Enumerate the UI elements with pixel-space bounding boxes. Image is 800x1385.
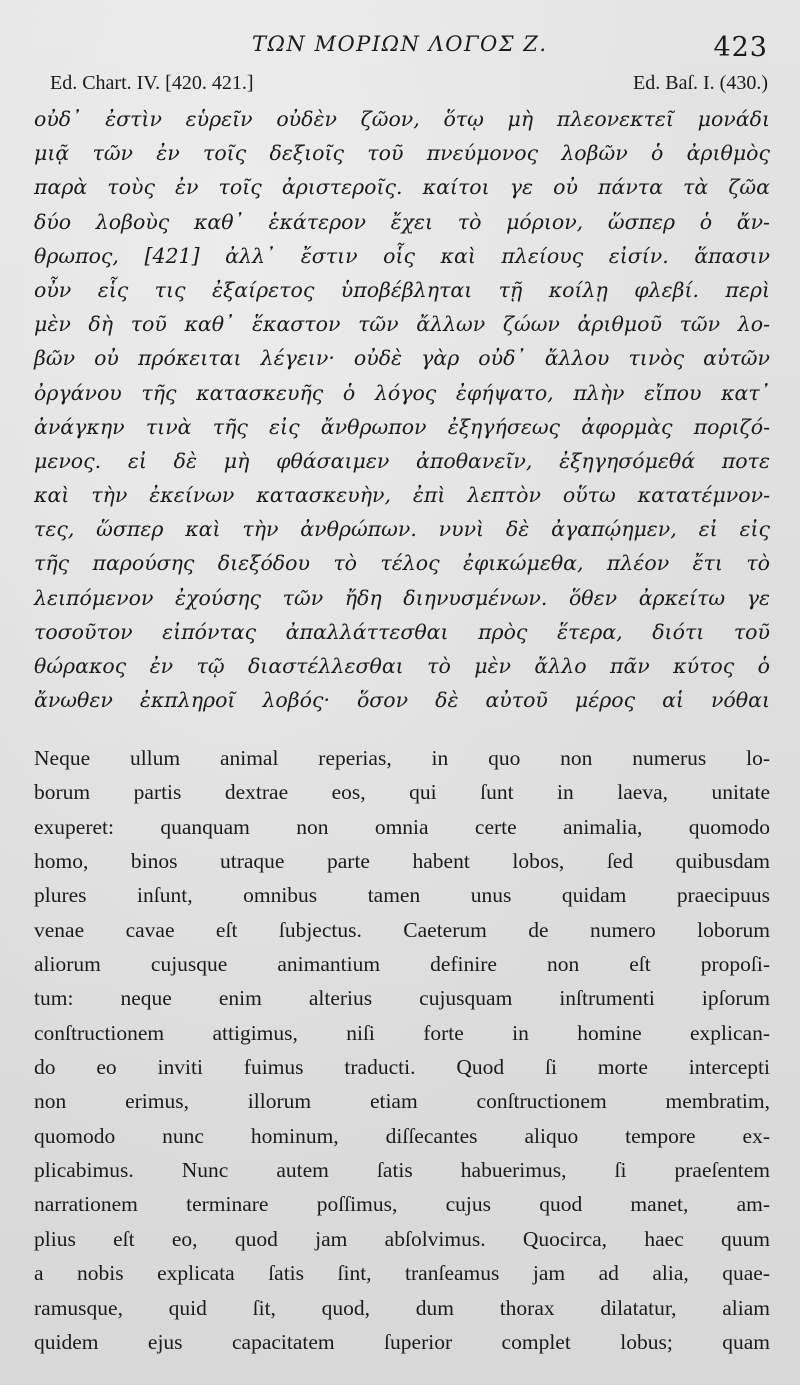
greek-line: λειπόμενον ἐχούσης τῶν ἤδη διηνυσμένων. ὅθεν ἀρκείτω γε xyxy=(34,585,770,610)
greek-line: θώρακος ἐν τῷ διαστέλλεσθαι τὸ μὲν ἄλλο πᾶν κύτος ὁ xyxy=(34,654,770,678)
greek-line: μιᾷ τῶν ἐν τοῖς δεξιοῖς τοῦ πνεύμονος λοβῶν ὁ ἀριθμὸς xyxy=(34,141,770,166)
greek-line: ἄνωθεν ἐκπληροῖ λοβός· ὅσον δὲ αὐτοῦ μέρος αἱ νόθαι xyxy=(34,688,770,713)
latin-line: quomodo nunc hominum, diſſecantes aliquo tempore ex- xyxy=(34,1123,770,1148)
greek-line: οὐδ᾽ ἐστὶν εὑρεῖν οὐδὲν ζῶον, ὅτῳ μὴ πλεονεκτεῖ μονάδι xyxy=(34,107,770,131)
latin-line: aliorum cujusque animantium definire non eſt propoſi- xyxy=(34,952,770,977)
latin-line: Neque ullum animal reperias, in quo non numerus lo- xyxy=(34,746,770,770)
latin-line: plures inſunt, omnibus tamen unus quidam praecipuus xyxy=(34,883,770,908)
edition-basel-ref: Ed. Baſ. I. (430.) xyxy=(633,72,768,94)
latin-line: do eo inviti fuimus traducti. Quod ſi morte intercepti xyxy=(34,1055,770,1080)
running-title: ΤΩΝ ΜΟΡΙΩΝ ΛΟΓΟΣ Ζ. xyxy=(252,32,548,56)
latin-text-block xyxy=(34,741,770,1359)
latin-line: non erimus, illorum etiam conſtructionem membratim, xyxy=(34,1089,770,1114)
latin-line: plius eſt eo, quod jam abſolvimus. Quocirca, haec quum xyxy=(34,1226,770,1251)
page-number: 423 xyxy=(713,32,768,63)
latin-line: conſtructionem attigimus, niſi forte in homine explican- xyxy=(34,1020,770,1045)
running-head xyxy=(0,28,800,63)
latin-line: venae cavae eſt ſubjectus. Caeterum de numero loborum xyxy=(34,917,770,942)
latin-line: plicabimus. Nunc autem ſatis habuerimus, ſi praeſentem xyxy=(34,1158,770,1183)
greek-line: οὖν εἷς τις ἐξαίρετος ὑποβέβληται τῇ κοίλῃ φλεβί. περὶ xyxy=(34,277,770,302)
greek-line: καὶ τὴν ἐκείνων κατασκευὴν, ἐπὶ λεπτὸν οὕτω κατατέμνον- xyxy=(34,483,770,508)
greek-line: ὀργάνου τῆς κατασκευῆς ὁ λόγος ἐφήψατο, πλὴν εἴπου κατ᾽ xyxy=(34,380,770,405)
latin-line: homo, binos utraque parte habent lobos, ſed quibusdam xyxy=(34,849,770,874)
greek-line: τες, ὥσπερ καὶ τὴν ἀνθρώπων. νυνὶ δὲ ἀγαπῴημεν, εἰ εἰς xyxy=(34,517,770,542)
latin-line: quidem ejus capacitatem ſuperior complet lobus; quam xyxy=(34,1329,770,1354)
greek-line: τῆς παρούσης διεξόδου τὸ τέλος ἐφικώμεθα, πλέον ἔτι τὸ xyxy=(34,551,770,576)
latin-line: tum: neque enim alterius cujusquam inſtrumenti ipſorum xyxy=(34,986,770,1011)
latin-line: exuperet: quanquam non omnia certe animalia, quomodo xyxy=(34,814,770,839)
latin-line: a nobis explicata ſatis ſint, tranſeamus jam ad alia, quae- xyxy=(34,1261,770,1286)
greek-line: τοσοῦτον εἰπόντας ἀπαλλάττεσθαι πρὸς ἕτερα, διότι τοῦ xyxy=(34,619,770,644)
greek-text-block xyxy=(34,102,770,717)
greek-line: δύο λοβοὺς καθ᾽ ἑκάτερον ἔχει τὸ μόριον, ὥσπερ ὁ ἄν- xyxy=(34,209,770,234)
edition-references xyxy=(50,72,768,100)
greek-line: βῶν οὐ πρόκειται λέγειν· οὐδὲ γὰρ οὐδ᾽ ἄλλου τινὸς αὐτῶν xyxy=(34,346,770,371)
greek-line: θρωπος, [421] ἀλλ᾽ ἔστιν οἷς καὶ πλείους εἰσίν. ἅπασιν xyxy=(34,243,770,268)
greek-line: ἀνάγκην τινὰ τῆς εἰς ἄνθρωπον ἐξηγήσεως ἀφορμὰς ποριζό- xyxy=(34,414,770,439)
latin-line: ramusque, quid ſit, quod, dum thorax dilatatur, aliam xyxy=(34,1295,770,1320)
latin-line: narrationem terminare poſſimus, cujus quod manet, am- xyxy=(34,1192,770,1217)
edition-chartier-ref: Ed. Chart. IV. [420. 421.] xyxy=(50,72,254,94)
latin-line: borum partis dextrae eos, qui ſunt in laeva, unitate xyxy=(34,780,770,805)
greek-line: μενος. εἰ δὲ μὴ φθάσαιμεν ἀποθανεῖν, ἐξηγησόμεθά ποτε xyxy=(34,448,770,473)
greek-line: παρὰ τοὺς ἐν τοῖς ἀριστεροῖς. καίτοι γε οὐ πάντα τὰ ζῶα xyxy=(34,175,770,200)
greek-line: μὲν δὴ τοῦ καθ᾽ ἕκαστον τῶν ἄλλων ζώων ἀριθμοῦ τῶν λο- xyxy=(34,312,770,337)
